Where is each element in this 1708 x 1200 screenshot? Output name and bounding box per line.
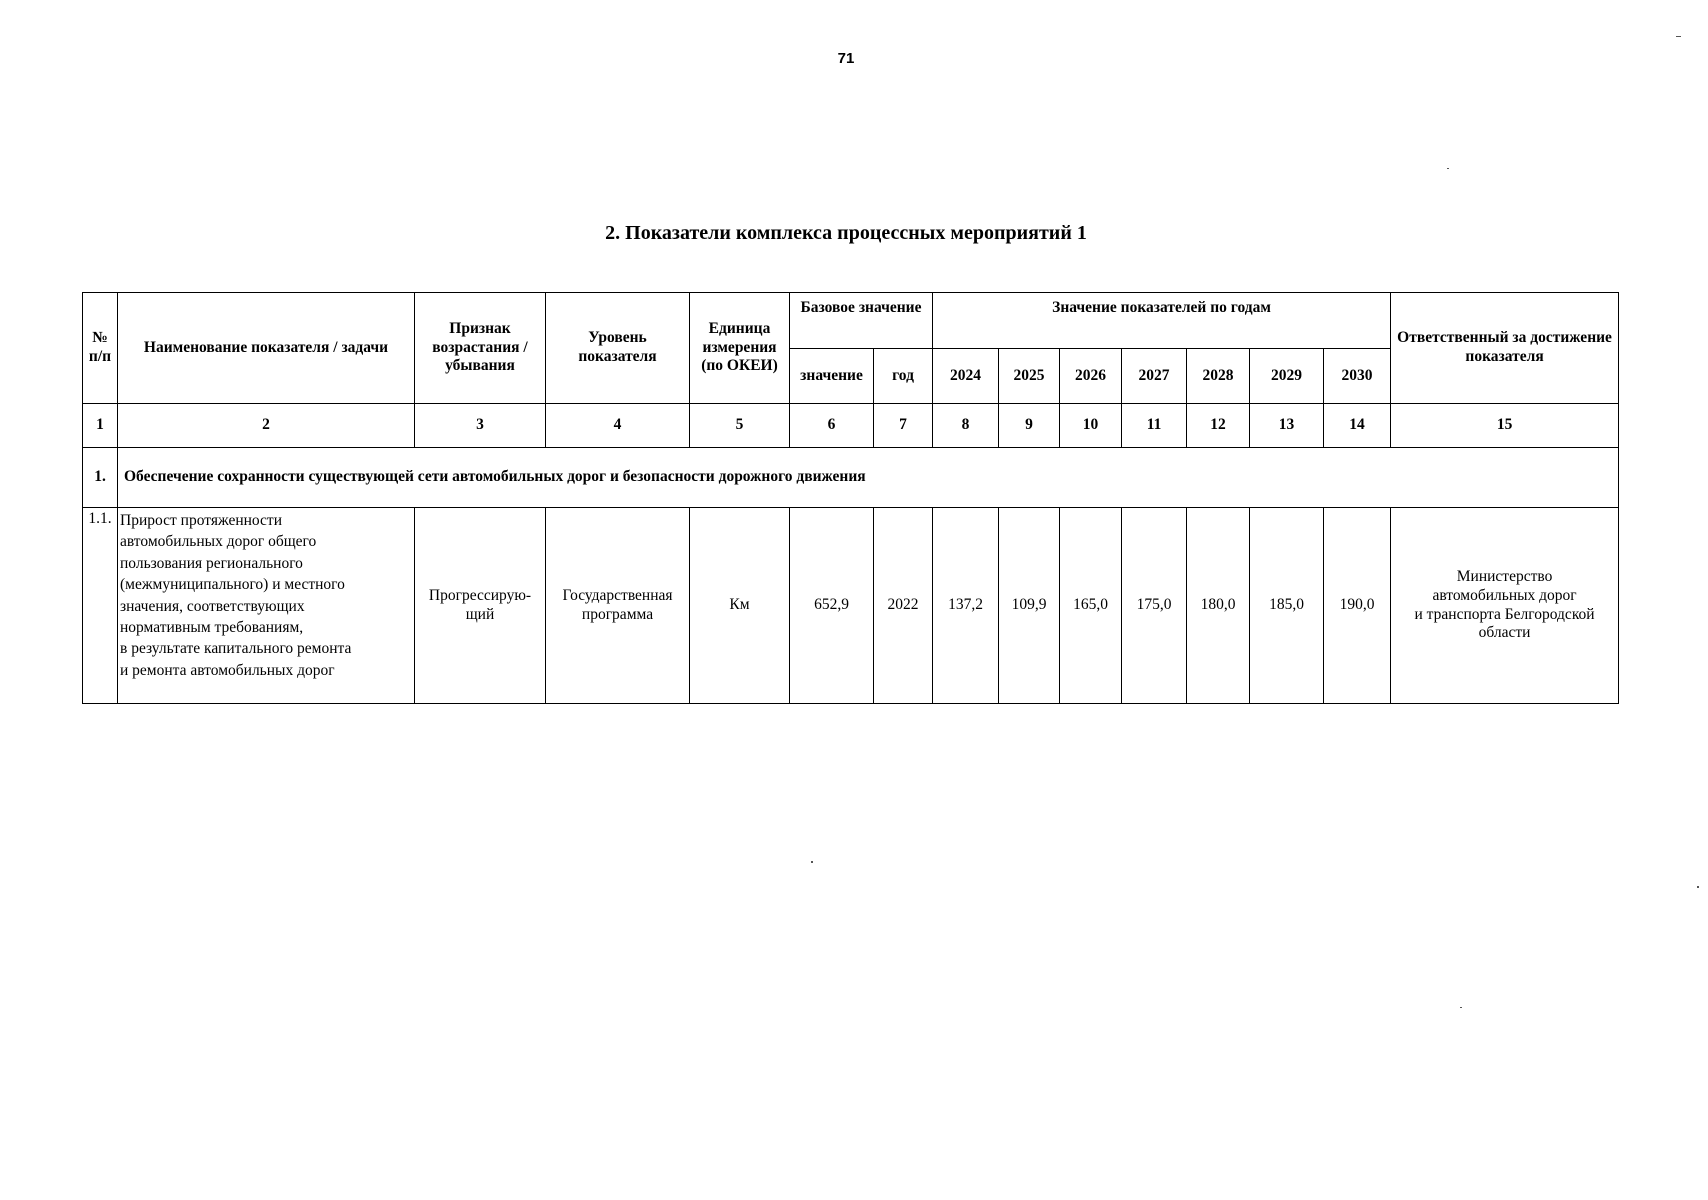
- header-base-group: [790, 293, 933, 349]
- section-row: [83, 448, 1619, 508]
- indicator-name-line: значения, соответствующих: [120, 597, 305, 615]
- year-value: 165,0: [1060, 508, 1122, 704]
- column-number: 1: [83, 404, 118, 448]
- section-title: Обеспечение сохранности существующей сети автомобильных дорог и безопасности дорожного движения: [118, 448, 1619, 508]
- column-number: 8: [933, 404, 999, 448]
- column-number: 14: [1324, 404, 1391, 448]
- year-value: 185,0: [1250, 508, 1324, 704]
- scan-mark: [1447, 168, 1449, 169]
- row-number: 1.1.: [83, 508, 118, 704]
- table-row: [83, 508, 1619, 704]
- scan-mark: [1697, 886, 1699, 888]
- indicator-name-line: пользования регионального: [120, 554, 303, 572]
- responsible-line: Министерство: [1456, 568, 1553, 586]
- header-year: 2025: [999, 349, 1060, 404]
- base-year: 2022: [874, 508, 933, 704]
- header-no: № п/п: [83, 293, 118, 404]
- header-year: 2029: [1250, 349, 1324, 404]
- column-number: 4: [546, 404, 690, 448]
- header-level: Уровень показателя: [546, 293, 690, 404]
- responsible-body: [1391, 508, 1619, 704]
- indicator-name-line: (межмуниципального) и местного: [120, 576, 345, 594]
- column-number: 6: [790, 404, 874, 448]
- column-number: 10: [1060, 404, 1122, 448]
- indicator-name-line: в результате капитального ремонта: [120, 640, 352, 658]
- responsible-line: автомобильных дорог: [1432, 586, 1577, 604]
- column-number: 7: [874, 404, 933, 448]
- indicator-sign-line: щий: [465, 605, 495, 623]
- header-base-group-label: Базовое значение: [800, 299, 922, 317]
- indicator-unit: Км: [690, 508, 790, 704]
- indicator-name-line: автомобильных дорог общего: [120, 533, 317, 551]
- scan-mark: [1460, 1007, 1462, 1008]
- indicator-level: [546, 508, 690, 704]
- header-years-group: [933, 293, 1391, 349]
- indicator-name-line: и ремонта автомобильных дорог: [120, 661, 335, 679]
- base-value: 652,9: [790, 508, 874, 704]
- page-number: 71: [837, 50, 855, 67]
- responsible-line: и транспорта Белгородской: [1414, 605, 1595, 623]
- column-number-row: [83, 404, 1619, 448]
- scan-mark: [811, 861, 813, 863]
- year-value: 109,9: [999, 508, 1060, 704]
- indicator-level-line: Государственная: [562, 586, 673, 604]
- header-year: 2028: [1187, 349, 1250, 404]
- column-number: 13: [1250, 404, 1324, 448]
- year-value: 180,0: [1187, 508, 1250, 704]
- responsible-line: области: [1478, 624, 1531, 642]
- column-number: 9: [999, 404, 1060, 448]
- header-row: [83, 293, 1619, 349]
- column-number: 2: [118, 404, 415, 448]
- header-years-group-label: Значение показателей по годам: [1052, 299, 1271, 317]
- document-title: 2. Показатели комплекса процессных мероприятий 1: [605, 222, 1087, 244]
- header-year: 2030: [1324, 349, 1391, 404]
- year-value: 137,2: [933, 508, 999, 704]
- indicator-sign-line: Прогрессирую-: [428, 586, 532, 604]
- scan-mark: [1676, 36, 1681, 37]
- column-number: 11: [1122, 404, 1187, 448]
- column-number: 12: [1187, 404, 1250, 448]
- section-number: 1.: [83, 448, 118, 508]
- header-unit: Единица измерения (по ОКЕИ): [690, 293, 790, 404]
- header-year: 2024: [933, 349, 999, 404]
- indicators-table: [82, 292, 1619, 704]
- header-responsible: Ответственный за достижение показателя: [1391, 293, 1619, 404]
- indicator-level-line: программа: [581, 605, 654, 623]
- header-name: Наименование показателя / задачи: [118, 293, 415, 404]
- indicator-sign: [415, 508, 546, 704]
- column-number: 3: [415, 404, 546, 448]
- header-base-year: год: [874, 349, 933, 404]
- indicator-name-line: нормативным требованиям,: [120, 618, 304, 636]
- year-value: 175,0: [1122, 508, 1187, 704]
- indicator-name-line: Прирост протяженности: [120, 512, 283, 529]
- column-number: 5: [690, 404, 790, 448]
- column-number: 15: [1391, 404, 1619, 448]
- year-value: 190,0: [1324, 508, 1391, 704]
- indicator-name: [118, 508, 415, 704]
- header-year: 2027: [1122, 349, 1187, 404]
- header-year: 2026: [1060, 349, 1122, 404]
- header-base-value: значение: [790, 349, 874, 404]
- header-sign: Признак возрастания / убывания: [415, 293, 546, 404]
